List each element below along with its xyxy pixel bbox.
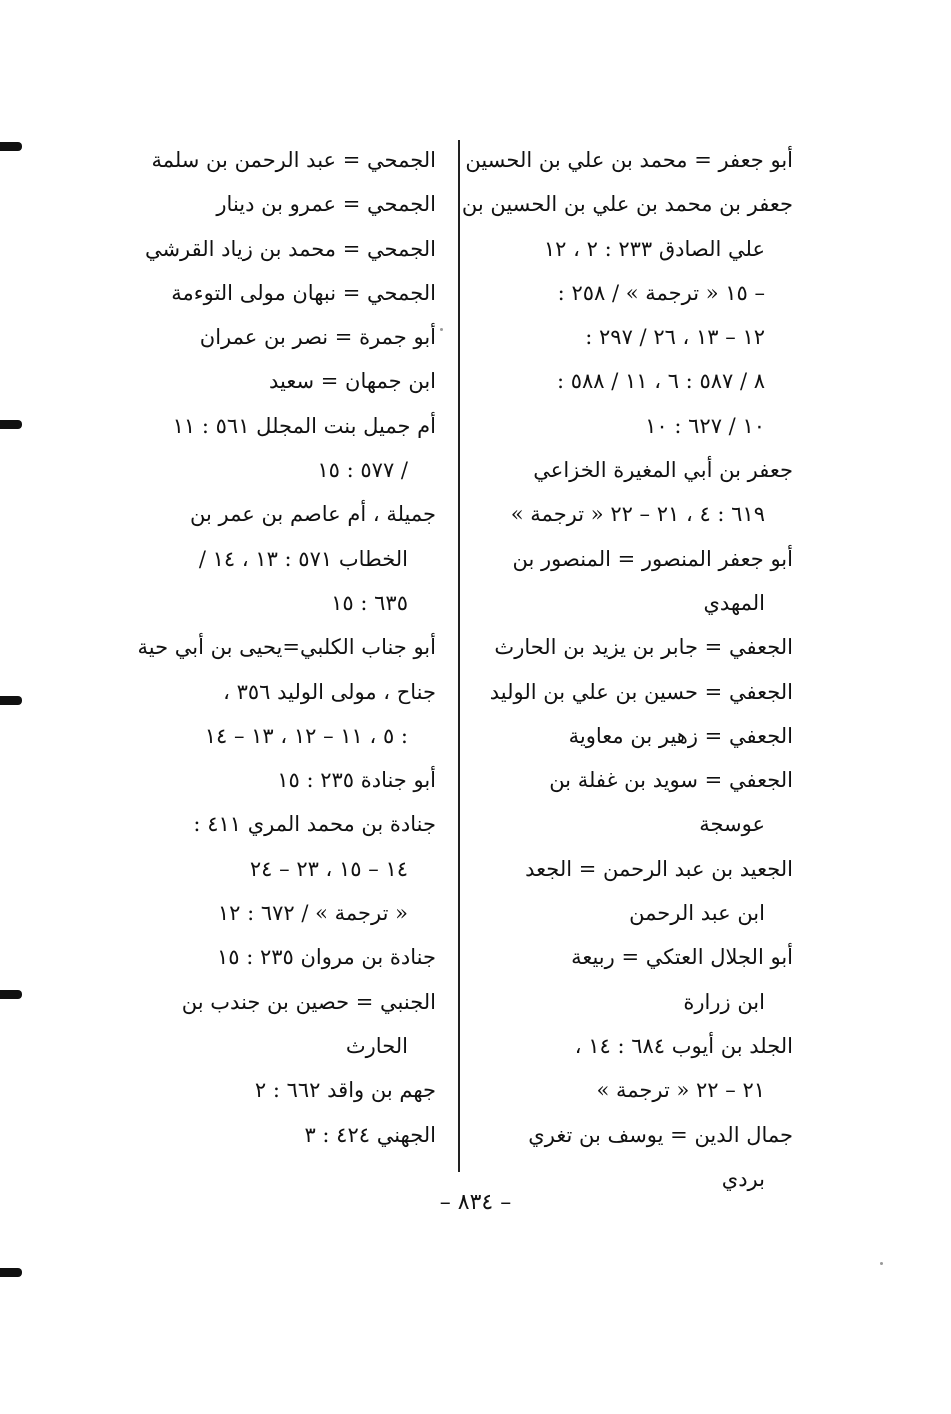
index-entry-line: جنادة بن محمد المري ٤١١ : — [193, 812, 436, 837]
index-entry-line: الجمحي = عبد الرحمن بن سلمة — [151, 148, 436, 172]
index-entry-line: ابن زرارة — [683, 989, 765, 1014]
index-entry-line: الجعيد بن عبد الرحمن = الجعد — [525, 856, 793, 881]
index-entry-line: الجلد بن أيوب ٦٨٤ : ١٤ ، — [574, 1033, 793, 1058]
binding-mark — [0, 696, 22, 705]
index-entry-line: الجنبي = حصين بن جندب بن — [181, 989, 436, 1014]
speck — [880, 1262, 883, 1265]
index-entry-line: جمال الدين = يوسف بن تغري — [528, 1122, 793, 1147]
index-entry-line: جعفر بن محمد بن علي بن الحسين بن — [461, 192, 793, 217]
index-entry-line: جهم بن واقد ٦٦٢ : ٢ — [254, 1078, 436, 1103]
index-entry-line: جعفر بن أبي المغيرة الخزاعي — [533, 458, 793, 483]
index-entry-line: الحارث — [345, 1033, 408, 1058]
index-entry-line: الخطاب ٥٧١ : ١٣ ، ١٤ / — [198, 546, 408, 571]
index-entry-line: ١٢ – ١٣ ، ٢٦ / ٢٩٧ : — [585, 325, 765, 350]
index-entry-line: الجهني ٤٢٤ : ٣ — [304, 1122, 436, 1147]
index-entry-line: الجعفي = جابر بن يزيد بن الحارث — [494, 635, 793, 660]
page-number: – ٨٣٤ – — [439, 1190, 512, 1215]
index-entry-line: أبو جعفر المنصور = المنصور بن — [512, 546, 793, 571]
index-entry-line: جنادة بن مروان ٢٣٥ : ١٥ — [216, 945, 436, 970]
index-entry-line: الجعفي = زهير بن معاوية — [568, 723, 793, 748]
index-entry-line: أم جميل بنت المجلل ٥٦١ : ١١ — [172, 413, 436, 438]
index-entry-line: ابن جمهان = سعيد — [269, 369, 436, 394]
binding-mark — [0, 990, 22, 999]
binding-mark — [0, 420, 22, 429]
index-entry-line: ٢١ – ٢٢ « ترجمة » — [596, 1078, 765, 1103]
index-column-left — [136, 138, 436, 1157]
index-entry-line: ١٤ – ١٥ ، ٢٣ – ٢٤ — [249, 856, 408, 881]
index-entry-line: الجمحي = نبهان مولى التوءمة — [171, 280, 436, 305]
index-entry-line: ٨ / ٥٨٧ : ٦ ، ١١ / ٥٨٨ : — [556, 369, 765, 394]
index-entry-line: علي الصادق ٢٣٣ : ٢ ، ١٢ — [543, 236, 765, 261]
index-entry-line: أبو جعفر = محمد بن علي بن الحسين — [465, 148, 793, 172]
index-entry-line: – ١٥ « ترجمة » / ٢٥٨ : — [557, 280, 765, 305]
index-entry-line: الجمحي = عمرو بن دينار — [216, 192, 436, 217]
index-entry-line: المهدي — [703, 590, 765, 615]
binding-mark — [0, 142, 22, 151]
binding-mark — [0, 1268, 22, 1277]
index-entry-line: عوسجة — [699, 812, 765, 837]
index-entry-line: الجعفي = حسين بن علي بن الوليد — [489, 679, 793, 704]
index-entry-line: ١٠ / ٦٢٧ : ١٠ — [645, 413, 765, 438]
index-entry-line: ٦٣٥ : ١٥ — [331, 590, 408, 615]
column-divider — [458, 140, 460, 1172]
index-entry-line: بردي — [721, 1166, 765, 1191]
speck — [440, 328, 443, 331]
index-entry-line: ابن عبد الرحمن — [629, 901, 765, 926]
index-entry-line: جناح ، مولى الوليد ٣٥٦ ، — [223, 679, 436, 704]
index-entry-line: الجمحي = محمد بن زياد القرشي — [144, 236, 436, 261]
index-entry-line: جميلة ، أم عاصم بن عمر بن — [190, 502, 436, 527]
index-column-right — [461, 138, 793, 1201]
index-entry-line: « ترجمة » / ٦٧٢ : ١٢ — [217, 901, 408, 926]
index-entry-line: ٦١٩ : ٤ ، ٢١ – ٢٢ « ترجمة » — [510, 502, 765, 527]
index-entry-line: : ٥ ، ١١ – ١٢ ، ١٣ – ١٤ — [204, 723, 408, 748]
index-entry-line: أبو جمرة = نصر بن عمران — [199, 325, 436, 350]
index-entry-line: أبو جنادة ٢٣٥ : ١٥ — [277, 768, 436, 793]
index-entry-line: / ٥٧٧ : ١٥ — [317, 458, 408, 483]
index-entry-line: الجعفي = سويد بن غفلة بن — [549, 768, 793, 793]
index-entry-line: أبو الجلال العتكي = ربيعة — [571, 945, 793, 970]
index-entry-line: أبو جناب الكلبي=يحيى بن أبي حية — [137, 635, 436, 660]
